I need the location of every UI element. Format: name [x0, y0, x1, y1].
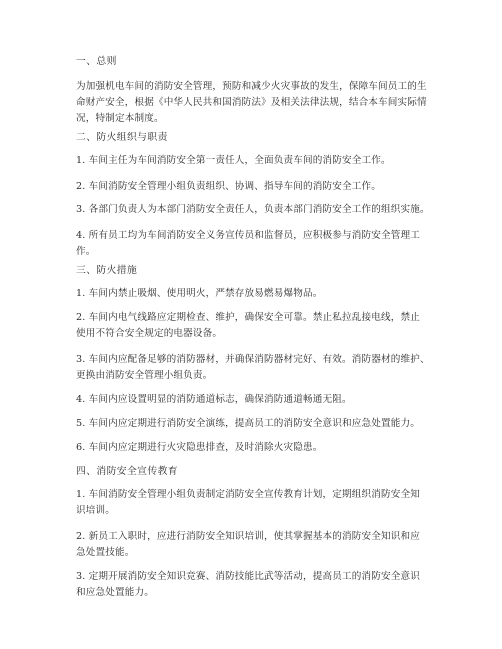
text-line: 2. 新员工入职时，应进行消防安全知识培训，使其掌握基本的消防安全知识和应	[76, 531, 420, 542]
list-item: 5. 车间内应定期进行消防安全演练，提高员工的消防安全意识和应急处置能力。	[76, 418, 420, 429]
text-line: 1. 车间消防安全管理小组负责制定消防安全宣传教育计划，定期组织消防安全知	[76, 489, 420, 500]
text-line: 4. 所有员工均为车间消防安全义务宣传员和监督员，应积极参与消防安全管理工	[76, 230, 420, 241]
list-item: 4. 车间内应设置明显的消防通道标志，确保消防通道畅通无阻。	[76, 394, 352, 405]
list-item: 1. 车间内禁止吸烟、使用明火，严禁存放易燃易爆物品。	[76, 288, 323, 299]
text-line: 为加强机电车间的消防安全管理，预防和减少火灾事故的发生，保障车间员工的生	[76, 81, 427, 92]
section-heading: 一、总则	[76, 56, 117, 67]
section-heading: 二、防火组织与职责	[76, 132, 168, 143]
text-line: 使用不符合安全规定的电器设备。	[76, 328, 223, 339]
section-heading: 四、消防安全宣传教育	[76, 466, 178, 477]
text-line: 3. 车间内应配备足够的消防器材，并确保消防器材完好、有效。消防器材的维护、	[76, 354, 430, 365]
list-item: 3. 各部门负责人为本部门消防安全责任人，负责本部门消防安全工作的组织实施。	[76, 204, 430, 215]
text-line: 识培训。	[76, 505, 115, 516]
list-item: 1. 车间主任为车间消防安全第一责任人，全面负责车间的消防安全工作。	[76, 155, 391, 166]
text-line: 更换由消防安全管理小组负责。	[76, 370, 213, 381]
text-line: 况，特制定本制度。	[76, 113, 164, 124]
text-line: 2. 车间内电气线路应定期检查、维护，确保安全可靠。禁止私拉乱接电线，禁止	[76, 312, 420, 323]
list-item: 2. 车间消防安全管理小组负责组织、协调、指导车间的消防安全工作。	[76, 181, 381, 192]
text-line: 和应急处置能力。	[76, 587, 154, 598]
text-line: 急处置技能。	[76, 547, 135, 558]
text-line: 作。	[76, 246, 96, 257]
text-line: 3. 定期开展消防安全知识竞赛、消防技能比武等活动，提高员工的消防安全意识	[76, 571, 420, 582]
section-heading: 三、防火措施	[76, 265, 138, 276]
text-line: 命财产安全，根据《中华人民共和国消防法》及相关法律法规，结合本车间实际情	[76, 97, 427, 108]
list-item: 6. 车间内应定期进行火灾隐患排查，及时消除火灾隐患。	[76, 442, 323, 453]
